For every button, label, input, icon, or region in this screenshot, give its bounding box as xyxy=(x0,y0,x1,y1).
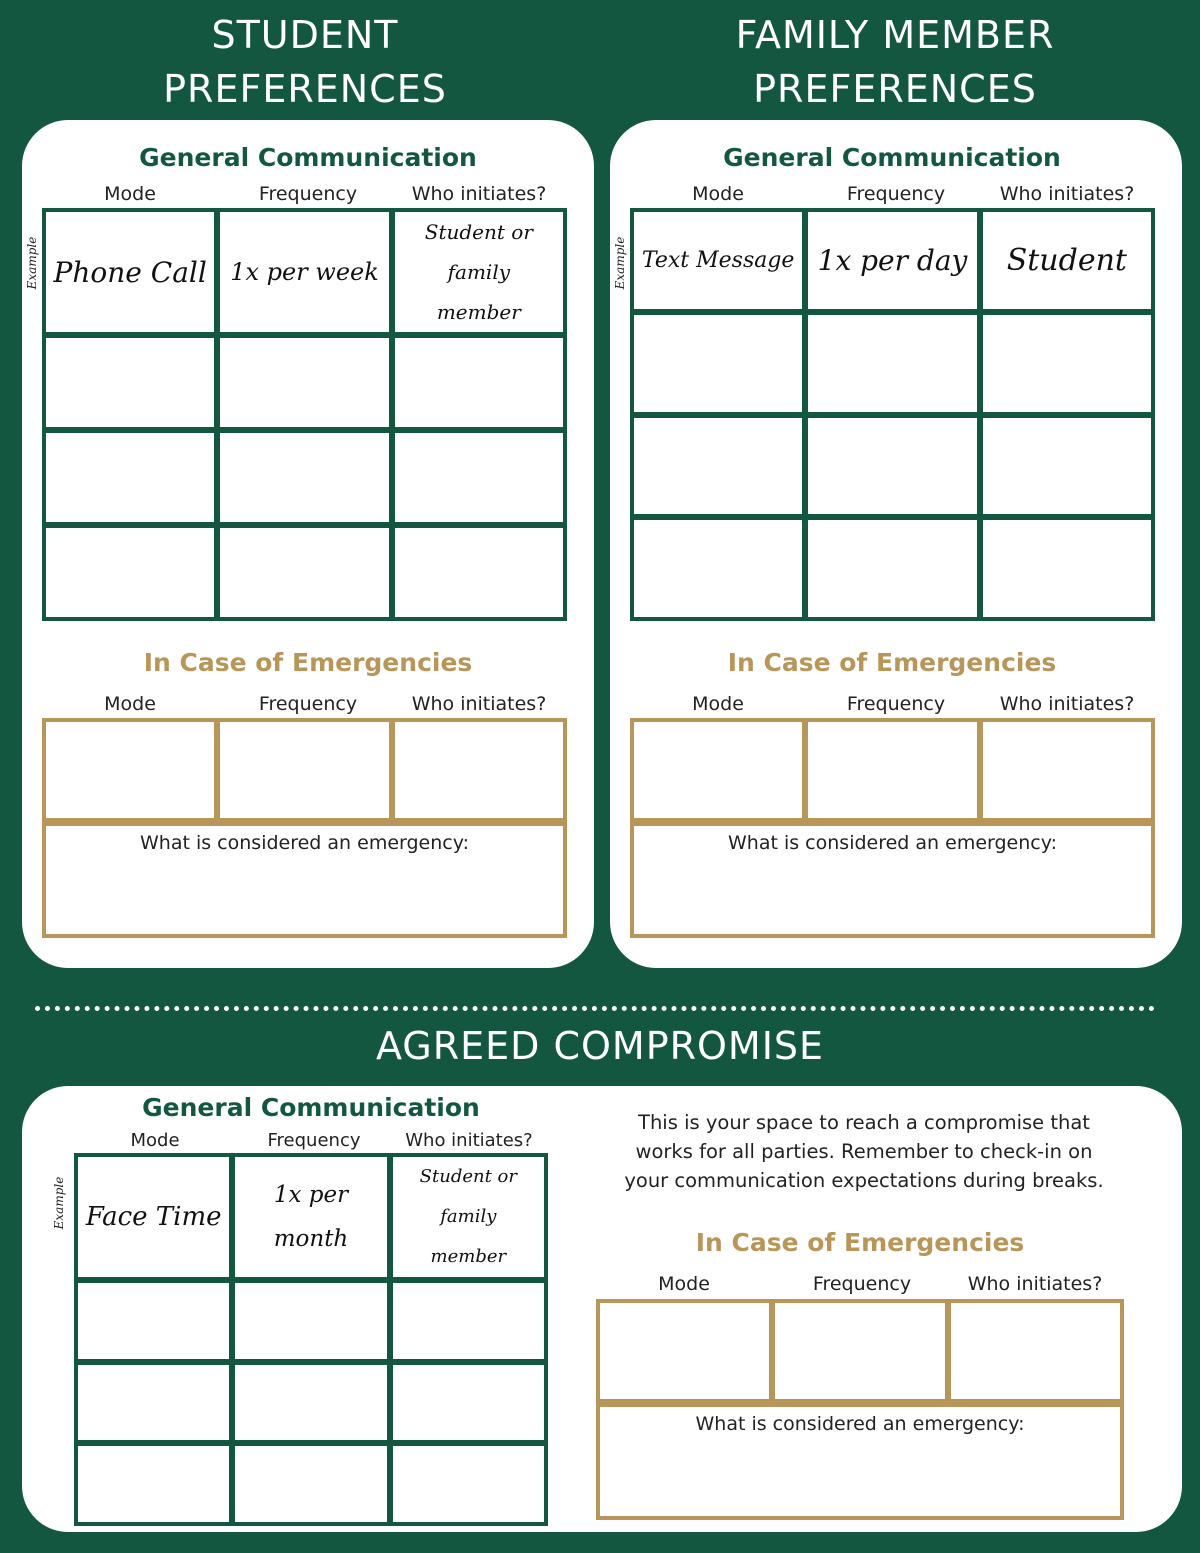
family-cell-who-2[interactable] xyxy=(983,418,1151,515)
student-cell-mode-1[interactable] xyxy=(46,338,214,427)
family-emergency-col-who: Who initiates? xyxy=(999,693,1135,715)
agreed-compromise-title: AGREED COMPROMISE xyxy=(375,1024,825,1068)
student-emergency-definition-box[interactable] xyxy=(42,822,567,938)
family-col-who: Who initiates? xyxy=(999,183,1135,205)
family-emergency-who-cell[interactable] xyxy=(983,722,1151,818)
student-emergency-question: What is considered an emergency: xyxy=(140,832,469,854)
family-emergency-col-mode: Mode xyxy=(692,693,744,715)
compromise-cell-mode-3[interactable] xyxy=(78,1446,229,1522)
family-emergency-grid xyxy=(630,718,1155,822)
compromise-example-label: Example xyxy=(52,1176,66,1230)
student-cell-mode-3[interactable] xyxy=(46,528,214,617)
student-col-who: Who initiates? xyxy=(411,183,547,205)
student-cell-who-1[interactable] xyxy=(395,338,563,427)
student-emergency-heading: In Case of Emergencies xyxy=(143,648,473,677)
student-emergency-col-frequency: Frequency xyxy=(258,693,358,715)
compromise-emergency-grid xyxy=(596,1299,1124,1403)
family-cell-frequency-3[interactable] xyxy=(808,520,976,617)
family-example-frequency: 1x per day xyxy=(808,212,976,309)
student-cell-frequency-3[interactable] xyxy=(220,528,388,617)
compromise-emergency-definition-box[interactable] xyxy=(596,1403,1124,1520)
family-example-who: Student xyxy=(983,212,1151,309)
family-emergency-col-frequency: Frequency xyxy=(846,693,946,715)
compromise-example-mode: Face Time xyxy=(78,1157,229,1277)
student-emergency-col-mode: Mode xyxy=(104,693,156,715)
family-cell-frequency-1[interactable] xyxy=(808,315,976,412)
family-general-heading: General Communication xyxy=(723,143,1061,172)
family-example-label: Example xyxy=(613,236,627,290)
family-title-line1: FAMILY MEMBER xyxy=(735,13,1055,57)
student-cell-frequency-2[interactable] xyxy=(220,433,388,522)
compromise-cell-who-3[interactable] xyxy=(393,1446,544,1522)
compromise-emergency-col-mode: Mode xyxy=(658,1273,710,1295)
family-col-frequency: Frequency xyxy=(846,183,946,205)
compromise-cell-frequency-3[interactable] xyxy=(235,1446,386,1522)
student-general-heading: General Communication xyxy=(139,143,477,172)
family-example-mode: Text Message xyxy=(634,212,802,309)
family-cell-mode-1[interactable] xyxy=(634,315,802,412)
student-cell-mode-2[interactable] xyxy=(46,433,214,522)
student-example-frequency: 1x per week xyxy=(220,212,388,332)
compromise-cell-mode-1[interactable] xyxy=(78,1283,229,1359)
compromise-emergency-who-cell[interactable] xyxy=(951,1303,1120,1399)
compromise-example-who: Student or family member xyxy=(393,1157,544,1277)
family-emergency-mode-cell[interactable] xyxy=(634,722,802,818)
compromise-col-frequency: Frequency xyxy=(267,1130,361,1151)
student-example-label: Example xyxy=(25,236,39,290)
compromise-description: This is your space to reach a compromise that works for all parties. Remember to check-in on your communication expectations during breaks. xyxy=(624,1111,1104,1192)
family-emergency-heading: In Case of Emergencies xyxy=(727,648,1057,677)
compromise-emergency-col-frequency: Frequency xyxy=(812,1273,912,1295)
family-preferences-title xyxy=(695,8,1095,116)
compromise-general-heading: General Communication xyxy=(142,1093,480,1122)
compromise-cell-frequency-1[interactable] xyxy=(235,1283,386,1359)
family-title-line2: PREFERENCES xyxy=(753,67,1037,111)
student-col-mode: Mode xyxy=(104,183,156,205)
compromise-emergency-col-who: Who initiates? xyxy=(967,1273,1103,1295)
family-col-mode: Mode xyxy=(692,183,744,205)
student-preferences-title xyxy=(105,8,505,116)
compromise-col-mode: Mode xyxy=(130,1130,180,1151)
student-emergency-col-who: Who initiates? xyxy=(411,693,547,715)
student-example-mode: Phone Call xyxy=(46,212,214,332)
family-emergency-definition-box[interactable] xyxy=(630,822,1155,938)
compromise-emergency-mode-cell[interactable] xyxy=(600,1303,769,1399)
compromise-cell-who-2[interactable] xyxy=(393,1365,544,1441)
student-title-line1: STUDENT xyxy=(211,13,399,57)
student-cell-who-3[interactable] xyxy=(395,528,563,617)
student-cell-who-2[interactable] xyxy=(395,433,563,522)
compromise-general-grid xyxy=(74,1153,548,1526)
student-title-line2: PREFERENCES xyxy=(163,67,447,111)
compromise-example-frequency: 1x per month xyxy=(235,1157,386,1277)
family-cell-who-1[interactable] xyxy=(983,315,1151,412)
student-emergency-mode-cell[interactable] xyxy=(46,722,214,818)
compromise-col-who: Who initiates? xyxy=(405,1130,533,1151)
dotted-divider xyxy=(35,1006,1155,1011)
student-emergency-grid xyxy=(42,718,567,822)
compromise-cell-who-1[interactable] xyxy=(393,1283,544,1359)
student-example-who: Student or family member xyxy=(395,212,563,332)
family-cell-mode-3[interactable] xyxy=(634,520,802,617)
family-emergency-frequency-cell[interactable] xyxy=(808,722,976,818)
compromise-emergency-heading: In Case of Emergencies xyxy=(695,1228,1025,1257)
student-emergency-who-cell[interactable] xyxy=(395,722,563,818)
student-col-frequency: Frequency xyxy=(258,183,358,205)
family-general-grid xyxy=(630,208,1155,621)
compromise-emergency-question: What is considered an emergency: xyxy=(695,1413,1025,1435)
family-cell-frequency-2[interactable] xyxy=(808,418,976,515)
family-cell-who-3[interactable] xyxy=(983,520,1151,617)
family-cell-mode-2[interactable] xyxy=(634,418,802,515)
family-emergency-question: What is considered an emergency: xyxy=(728,832,1057,854)
student-general-grid xyxy=(42,208,567,621)
student-cell-frequency-1[interactable] xyxy=(220,338,388,427)
compromise-cell-frequency-2[interactable] xyxy=(235,1365,386,1441)
compromise-emergency-frequency-cell[interactable] xyxy=(775,1303,944,1399)
compromise-cell-mode-2[interactable] xyxy=(78,1365,229,1441)
student-emergency-frequency-cell[interactable] xyxy=(220,722,388,818)
